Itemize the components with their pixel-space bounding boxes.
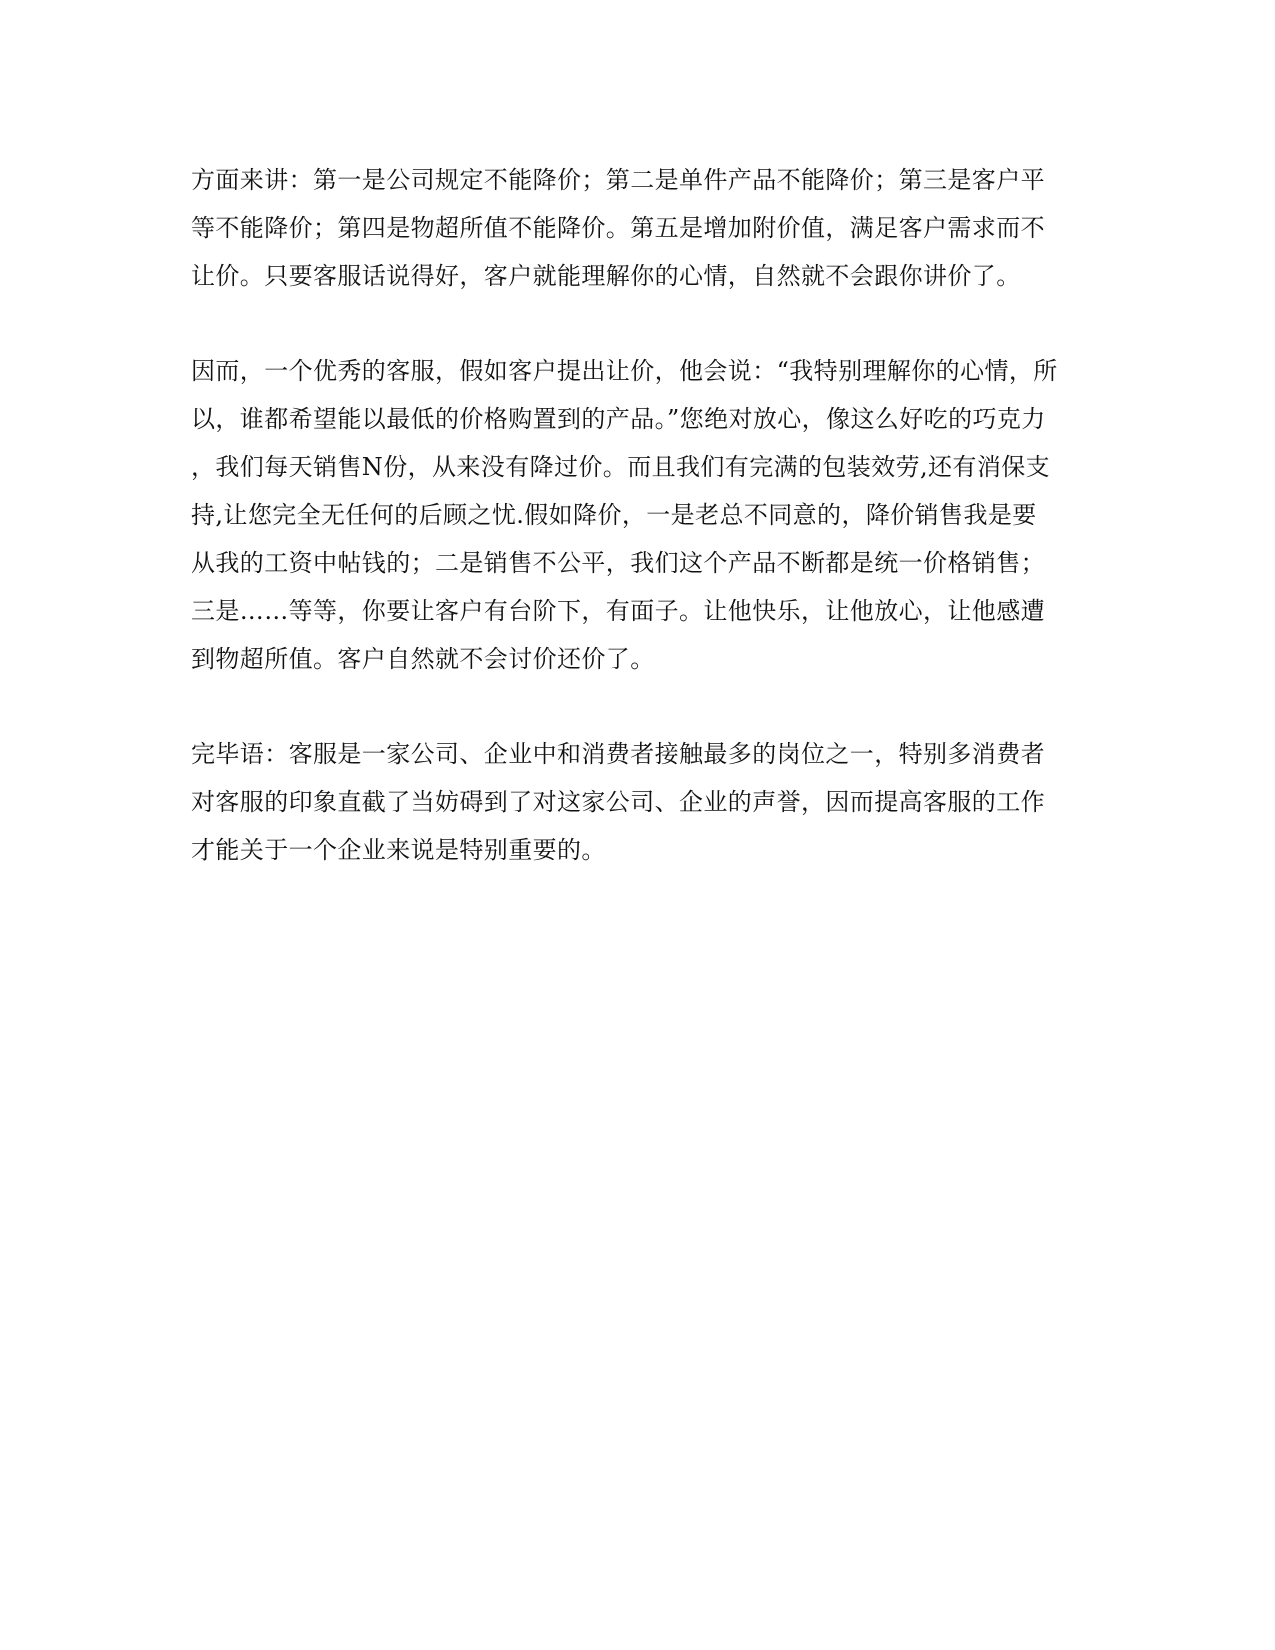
document-body bbox=[191, 156, 1091, 921]
paragraph-pricing-rules bbox=[191, 156, 1091, 300]
text-line: 对客服的印象直截了当妨碍到了对这家公司、企业的声誉，因而提高客服的工作 bbox=[191, 788, 1045, 816]
text-line: 因而，一个优秀的客服，假如客户提出让价，他会说：“我特别理解你的心情，所 bbox=[191, 357, 1058, 385]
text-line: 以，谁都希望能以最低的价格购置到的产品。”您绝对放心，像这么好吃的巧克力 bbox=[191, 405, 1046, 433]
text-line: 到物超所值。客户自然就不会讨价还价了。 bbox=[191, 645, 655, 673]
paragraph-conclusion bbox=[191, 730, 1091, 874]
text-line: 才能关于一个企业来说是特别重要的。 bbox=[191, 836, 606, 864]
paragraph-customer-service-example bbox=[191, 347, 1091, 683]
text-line: ，我们每天销售N份，从来没有降过价。而且我们有完满的包装效劳,还有消保支 bbox=[191, 453, 1051, 481]
text-line: 完毕语：客服是一家公司、企业中和消费者接触最多的岗位之一，特别多消费者 bbox=[191, 740, 1045, 768]
text-line: 方面来讲：第一是公司规定不能降价；第二是单件产品不能降价；第三是客户平 bbox=[191, 166, 1045, 194]
text-line: 持,让您完全无任何的后顾之忧.假如降价，一是老总不同意的，降价销售我是要 bbox=[191, 501, 1037, 529]
text-line: 从我的工资中帖钱的；二是销售不公平，我们这个产品不断都是统一价格销售； bbox=[191, 549, 1045, 577]
text-line: 三是……等等，你要让客户有台阶下，有面子。让他快乐，让他放心，让他感遭 bbox=[191, 597, 1045, 625]
text-line: 让价。只要客服话说得好，客户就能理解你的心情，自然就不会跟你讲价了。 bbox=[191, 262, 1021, 290]
text-line: 等不能降价；第四是物超所值不能降价。第五是增加附价值，满足客户需求而不 bbox=[191, 214, 1045, 242]
